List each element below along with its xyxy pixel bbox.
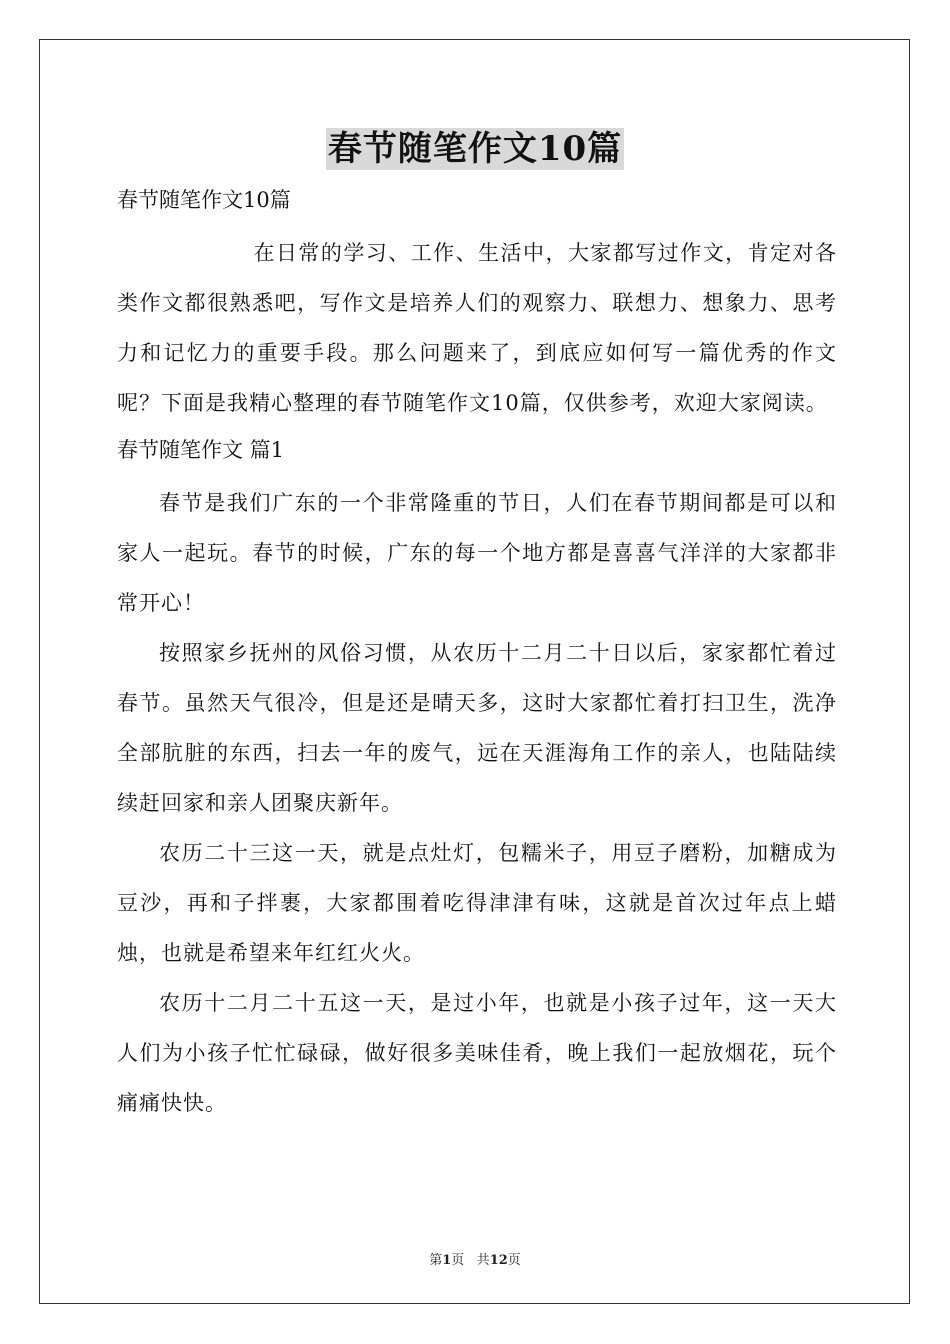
- document-title: 春节随笔作文10篇: [327, 129, 623, 169]
- title-container: [0, 128, 950, 170]
- section-heading: 春节随笔作文 篇1: [117, 438, 285, 462]
- total-suffix: 页: [507, 1253, 521, 1268]
- document-body: [117, 180, 837, 1128]
- page-suffix: 页: [451, 1253, 465, 1268]
- body-paragraph-1: 春节是我们广东的一个非常隆重的节日，人们在春节期间都是可以和家人一起玩。春节的时候，广东的每一个地方都是喜喜气洋洋的大家都非常开心！: [117, 491, 837, 615]
- page-prefix: 第: [429, 1253, 443, 1268]
- total-pages: 12: [489, 1253, 508, 1268]
- body-paragraph-4: 农历十二月二十五这一天，是过小年，也就是小孩子过年，这一天大人们为小孩子忙忙碌碌，做好很多美味佳肴，晚上我们一起放烟花，玩个痛痛快快。: [117, 991, 837, 1115]
- body-paragraph-2: 按照家乡抚州的风俗习惯，从农历十二月二十日以后，家家都忙着过春节。虽然天气很冷，但是还是晴天多，这时大家都忙着打扫卫生，洗净全部肮脏的东西，扫去一年的废气，远在天涯海角工作的亲人，也陆陆续续赶回家和亲人团聚庆新年。: [117, 641, 837, 815]
- body-paragraph-3: 农历二十三这一天，就是点灶灯，包糯米子，用豆子磨粉，加糖成为豆沙，再和子拌裹，大家都围着吃得津津有味，这就是首次过年点上蜡烛，也就是希望来年红红火火。: [117, 841, 837, 965]
- page-number: 1: [442, 1253, 452, 1268]
- document-subtitle: 春节随笔作文10篇: [117, 188, 291, 212]
- total-prefix: 共: [476, 1253, 490, 1268]
- intro-paragraph: 在日常的学习、工作、生活中，大家都写过作文，肯定对各类作文都很熟悉吧，写作文是培养人们的观察力、联想力、想象力、思考力和记忆力的重要手段。那么问题来了，到底应如何写一篇优秀的作文呢？下面是我精心整理的春节随笔作文10篇，仅供参考，欢迎大家阅读。: [117, 241, 837, 415]
- page-footer: [0, 1249, 950, 1268]
